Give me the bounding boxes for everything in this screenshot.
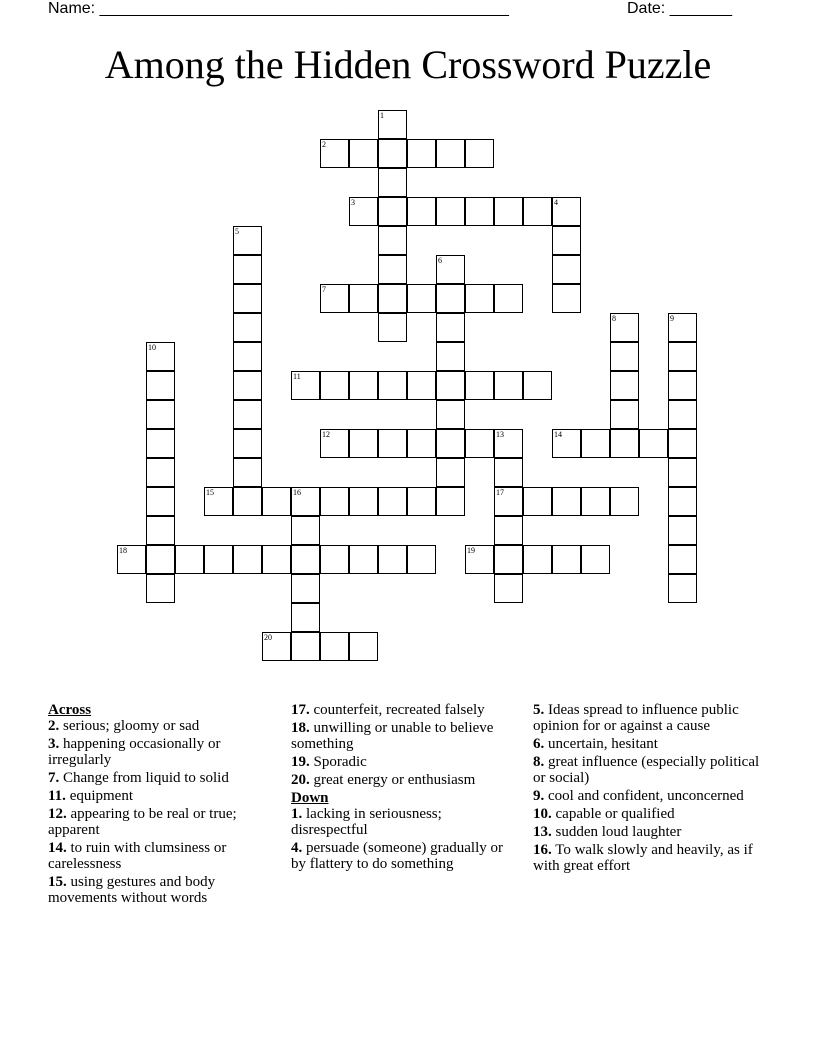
clue-number: 8. xyxy=(533,754,545,770)
grid-cell[interactable] xyxy=(233,284,262,313)
clue-number: 3. xyxy=(48,736,60,752)
clue-text: great energy or enthusiasm xyxy=(313,772,476,788)
cell-number: 7 xyxy=(322,285,326,294)
grid-cell[interactable] xyxy=(494,197,523,226)
grid-cell[interactable] xyxy=(233,342,262,371)
grid-cell[interactable] xyxy=(610,400,639,429)
clue-item xyxy=(533,788,761,804)
clue-item xyxy=(533,754,761,786)
clue-text: happening occasionally or irregularly xyxy=(48,736,221,768)
grid-cell[interactable] xyxy=(117,545,146,574)
grid-cell[interactable] xyxy=(262,632,291,661)
clue-item xyxy=(48,806,276,838)
clue-number: 17. xyxy=(291,702,310,718)
grid-cell[interactable] xyxy=(552,197,581,226)
grid-cell[interactable] xyxy=(668,429,697,458)
grid-cell[interactable] xyxy=(523,371,552,400)
grid-cell[interactable] xyxy=(407,197,436,226)
clue-number: 1. xyxy=(291,806,303,822)
cell-number: 12 xyxy=(322,430,330,439)
grid-cell[interactable] xyxy=(349,371,378,400)
cell-number: 6 xyxy=(438,256,442,265)
grid-cell[interactable] xyxy=(146,429,175,458)
grid-cell[interactable] xyxy=(378,545,407,574)
clue-item xyxy=(291,806,519,838)
clue-section-heading: Across xyxy=(48,702,92,718)
grid-cell[interactable] xyxy=(668,313,697,342)
clue-text: sudden loud laughter xyxy=(555,824,682,840)
clue-number: 5. xyxy=(533,702,545,718)
grid-cell[interactable] xyxy=(378,226,407,255)
grid-cell[interactable] xyxy=(320,429,349,458)
grid-cell[interactable] xyxy=(407,429,436,458)
grid-cell[interactable] xyxy=(146,458,175,487)
clue-text: using gestures and body movements without words xyxy=(48,874,216,906)
grid-cell[interactable] xyxy=(233,545,262,574)
grid-cell[interactable] xyxy=(668,342,697,371)
cell-number: 3 xyxy=(351,198,355,207)
grid-cell[interactable] xyxy=(610,313,639,342)
clue-number: 12. xyxy=(48,806,67,822)
grid-cell[interactable] xyxy=(378,197,407,226)
grid-cell[interactable] xyxy=(436,429,465,458)
grid-cell[interactable] xyxy=(291,516,320,545)
clue-item xyxy=(291,702,519,718)
page-title: Among the Hidden Crossword Puzzle xyxy=(104,42,712,87)
grid-cell[interactable] xyxy=(146,487,175,516)
grid-cell[interactable] xyxy=(349,284,378,313)
clue-number: 16. xyxy=(533,842,552,858)
clue-column-2 xyxy=(291,702,519,874)
cell-number: 4 xyxy=(554,198,558,207)
clue-item xyxy=(533,824,761,840)
clue-number: 6. xyxy=(533,736,545,752)
grid-cell[interactable] xyxy=(436,342,465,371)
clue-item xyxy=(291,772,519,788)
clue-item xyxy=(48,718,276,734)
grid-cell[interactable] xyxy=(552,545,581,574)
clue-text: Ideas spread to influence public opinion for or against a cause xyxy=(533,702,739,734)
clue-number: 4. xyxy=(291,840,303,856)
clue-number: 20. xyxy=(291,772,310,788)
grid-cell[interactable] xyxy=(146,371,175,400)
clue-number: 11. xyxy=(48,788,66,804)
clue-text: Sporadic xyxy=(313,754,367,770)
clue-number: 13. xyxy=(533,824,552,840)
grid-cell[interactable] xyxy=(523,197,552,226)
grid-cell[interactable] xyxy=(320,284,349,313)
clue-item xyxy=(291,840,519,872)
clue-item xyxy=(291,720,519,752)
grid-cell[interactable] xyxy=(175,545,204,574)
grid-cell[interactable] xyxy=(494,458,523,487)
clue-number: 18. xyxy=(291,720,310,736)
grid-cell[interactable] xyxy=(494,545,523,574)
grid-cell[interactable] xyxy=(320,632,349,661)
clue-item xyxy=(48,736,276,768)
grid-cell[interactable] xyxy=(668,371,697,400)
grid-cell[interactable] xyxy=(320,139,349,168)
grid-cell[interactable] xyxy=(581,429,610,458)
grid-cell[interactable] xyxy=(436,284,465,313)
grid-cell[interactable] xyxy=(291,574,320,603)
grid-cell[interactable] xyxy=(146,574,175,603)
date-field[interactable]: Date: _______ xyxy=(627,0,732,17)
clue-item xyxy=(533,842,761,874)
grid-cell[interactable] xyxy=(552,284,581,313)
cell-number: 9 xyxy=(670,314,674,323)
grid-cell[interactable] xyxy=(146,545,175,574)
grid-cell[interactable] xyxy=(668,487,697,516)
clue-text: To walk slowly and heavily, as if with great effort xyxy=(533,842,753,874)
name-field[interactable]: Name: ______________________________________________ xyxy=(48,0,509,17)
grid-cell[interactable] xyxy=(465,371,494,400)
grid-cell[interactable] xyxy=(436,313,465,342)
grid-cell[interactable] xyxy=(552,487,581,516)
clue-text: cool and confident, unconcerned xyxy=(548,788,744,804)
grid-cell[interactable] xyxy=(407,139,436,168)
clue-number: 2. xyxy=(48,718,60,734)
grid-cell[interactable] xyxy=(581,487,610,516)
grid-cell[interactable] xyxy=(610,429,639,458)
clue-text: uncertain, hesitant xyxy=(548,736,658,752)
grid-cell[interactable] xyxy=(465,139,494,168)
clue-text: lacking in seriousness; disrespectful xyxy=(291,806,442,838)
grid-cell[interactable] xyxy=(581,545,610,574)
grid-cell[interactable] xyxy=(146,400,175,429)
grid-cell[interactable] xyxy=(494,487,523,516)
grid-cell[interactable] xyxy=(436,255,465,284)
clue-text: counterfeit, recreated falsely xyxy=(313,702,485,718)
grid-cell[interactable] xyxy=(436,371,465,400)
grid-cell[interactable] xyxy=(233,371,262,400)
cell-number: 14 xyxy=(554,430,562,439)
cell-number: 11 xyxy=(293,372,301,381)
clue-number: 9. xyxy=(533,788,545,804)
clue-item xyxy=(533,736,761,752)
cell-number: 17 xyxy=(496,488,504,497)
grid-cell[interactable] xyxy=(146,342,175,371)
clue-text: capable or qualified xyxy=(555,806,675,822)
clue-item xyxy=(48,874,276,906)
cell-number: 13 xyxy=(496,430,504,439)
cell-number: 15 xyxy=(206,488,214,497)
clue-text: equipment xyxy=(69,788,134,804)
clue-text: serious; gloomy or sad xyxy=(63,718,200,734)
grid-cell[interactable] xyxy=(204,487,233,516)
grid-cell[interactable] xyxy=(378,139,407,168)
grid-cell[interactable] xyxy=(233,313,262,342)
grid-cell[interactable] xyxy=(291,632,320,661)
grid-cell[interactable] xyxy=(494,284,523,313)
grid-cell[interactable] xyxy=(233,226,262,255)
grid-cell[interactable] xyxy=(291,487,320,516)
grid-cell[interactable] xyxy=(320,487,349,516)
grid-cell[interactable] xyxy=(146,516,175,545)
clue-item xyxy=(48,770,276,786)
clue-number: 14. xyxy=(48,840,67,856)
grid-cell[interactable] xyxy=(349,197,378,226)
clue-number: 7. xyxy=(48,770,60,786)
grid-cell[interactable] xyxy=(291,603,320,632)
clue-item xyxy=(291,754,519,770)
grid-cell[interactable] xyxy=(552,429,581,458)
clue-text: great influence (especially political or social) xyxy=(533,754,760,786)
clue-text: unwilling or unable to believe something xyxy=(291,720,494,752)
grid-cell[interactable] xyxy=(668,400,697,429)
grid-cell[interactable] xyxy=(436,487,465,516)
grid-cell[interactable] xyxy=(233,255,262,284)
grid-cell[interactable] xyxy=(436,400,465,429)
grid-cell[interactable] xyxy=(349,429,378,458)
grid-cell[interactable] xyxy=(610,487,639,516)
grid-cell[interactable] xyxy=(552,255,581,284)
clue-text: to ruin with clumsiness or carelessness xyxy=(48,840,227,872)
clue-text: persuade (someone) gradually or by flattery to do something xyxy=(291,840,504,872)
grid-cell[interactable] xyxy=(378,110,407,139)
clue-number: 10. xyxy=(533,806,552,822)
clue-section-heading: Down xyxy=(291,790,329,806)
grid-cell[interactable] xyxy=(378,371,407,400)
grid-cell[interactable] xyxy=(378,284,407,313)
grid-cell[interactable] xyxy=(668,545,697,574)
grid-cell[interactable] xyxy=(494,429,523,458)
grid-cell[interactable] xyxy=(378,313,407,342)
grid-cell[interactable] xyxy=(378,168,407,197)
grid-cell[interactable] xyxy=(233,400,262,429)
cell-number: 8 xyxy=(612,314,616,323)
grid-cell[interactable] xyxy=(291,371,320,400)
grid-cell[interactable] xyxy=(523,545,552,574)
grid-cell[interactable] xyxy=(639,429,668,458)
grid-cell[interactable] xyxy=(349,487,378,516)
grid-cell[interactable] xyxy=(465,197,494,226)
cell-number: 2 xyxy=(322,140,326,149)
cell-number: 16 xyxy=(293,488,301,497)
clue-number: 15. xyxy=(48,874,67,890)
grid-cell[interactable] xyxy=(610,371,639,400)
grid-cell[interactable] xyxy=(465,284,494,313)
grid-cell[interactable] xyxy=(233,429,262,458)
grid-cell[interactable] xyxy=(349,632,378,661)
clue-item xyxy=(533,702,761,734)
grid-cell[interactable] xyxy=(668,574,697,603)
grid-cell[interactable] xyxy=(262,545,291,574)
cell-number: 20 xyxy=(264,633,272,642)
grid-cell[interactable] xyxy=(407,545,436,574)
grid-cell[interactable] xyxy=(668,516,697,545)
grid-cell[interactable] xyxy=(552,226,581,255)
grid-cell[interactable] xyxy=(233,458,262,487)
grid-cell[interactable] xyxy=(320,545,349,574)
grid-cell[interactable] xyxy=(494,371,523,400)
clue-column-1 xyxy=(48,702,276,908)
clue-item xyxy=(48,840,276,872)
grid-cell[interactable] xyxy=(494,516,523,545)
grid-cell[interactable] xyxy=(378,429,407,458)
cell-number: 10 xyxy=(148,343,156,352)
grid-cell[interactable] xyxy=(436,197,465,226)
grid-cell[interactable] xyxy=(233,487,262,516)
clue-item xyxy=(48,788,276,804)
grid-cell[interactable] xyxy=(378,487,407,516)
cell-number: 19 xyxy=(467,546,475,555)
clue-text: Change from liquid to solid xyxy=(63,770,229,786)
clue-number: 19. xyxy=(291,754,310,770)
grid-cell[interactable] xyxy=(407,487,436,516)
grid-cell[interactable] xyxy=(349,545,378,574)
clue-item xyxy=(533,806,761,822)
grid-cell[interactable] xyxy=(378,255,407,284)
clue-column-3 xyxy=(533,702,761,876)
grid-cell[interactable] xyxy=(291,545,320,574)
grid-cell[interactable] xyxy=(523,487,552,516)
grid-cell[interactable] xyxy=(407,284,436,313)
grid-cell[interactable] xyxy=(436,139,465,168)
grid-cell[interactable] xyxy=(465,545,494,574)
cell-number: 1 xyxy=(380,111,384,120)
grid-cell[interactable] xyxy=(262,487,291,516)
grid-cell[interactable] xyxy=(610,342,639,371)
grid-cell[interactable] xyxy=(349,139,378,168)
grid-cell[interactable] xyxy=(465,429,494,458)
cell-number: 5 xyxy=(235,227,239,236)
clue-text: appearing to be real or true; apparent xyxy=(48,806,237,838)
grid-cell[interactable] xyxy=(668,458,697,487)
grid-cell[interactable] xyxy=(320,371,349,400)
cell-number: 18 xyxy=(119,546,127,555)
grid-cell[interactable] xyxy=(436,458,465,487)
grid-cell[interactable] xyxy=(407,371,436,400)
grid-cell[interactable] xyxy=(494,574,523,603)
grid-cell[interactable] xyxy=(204,545,233,574)
